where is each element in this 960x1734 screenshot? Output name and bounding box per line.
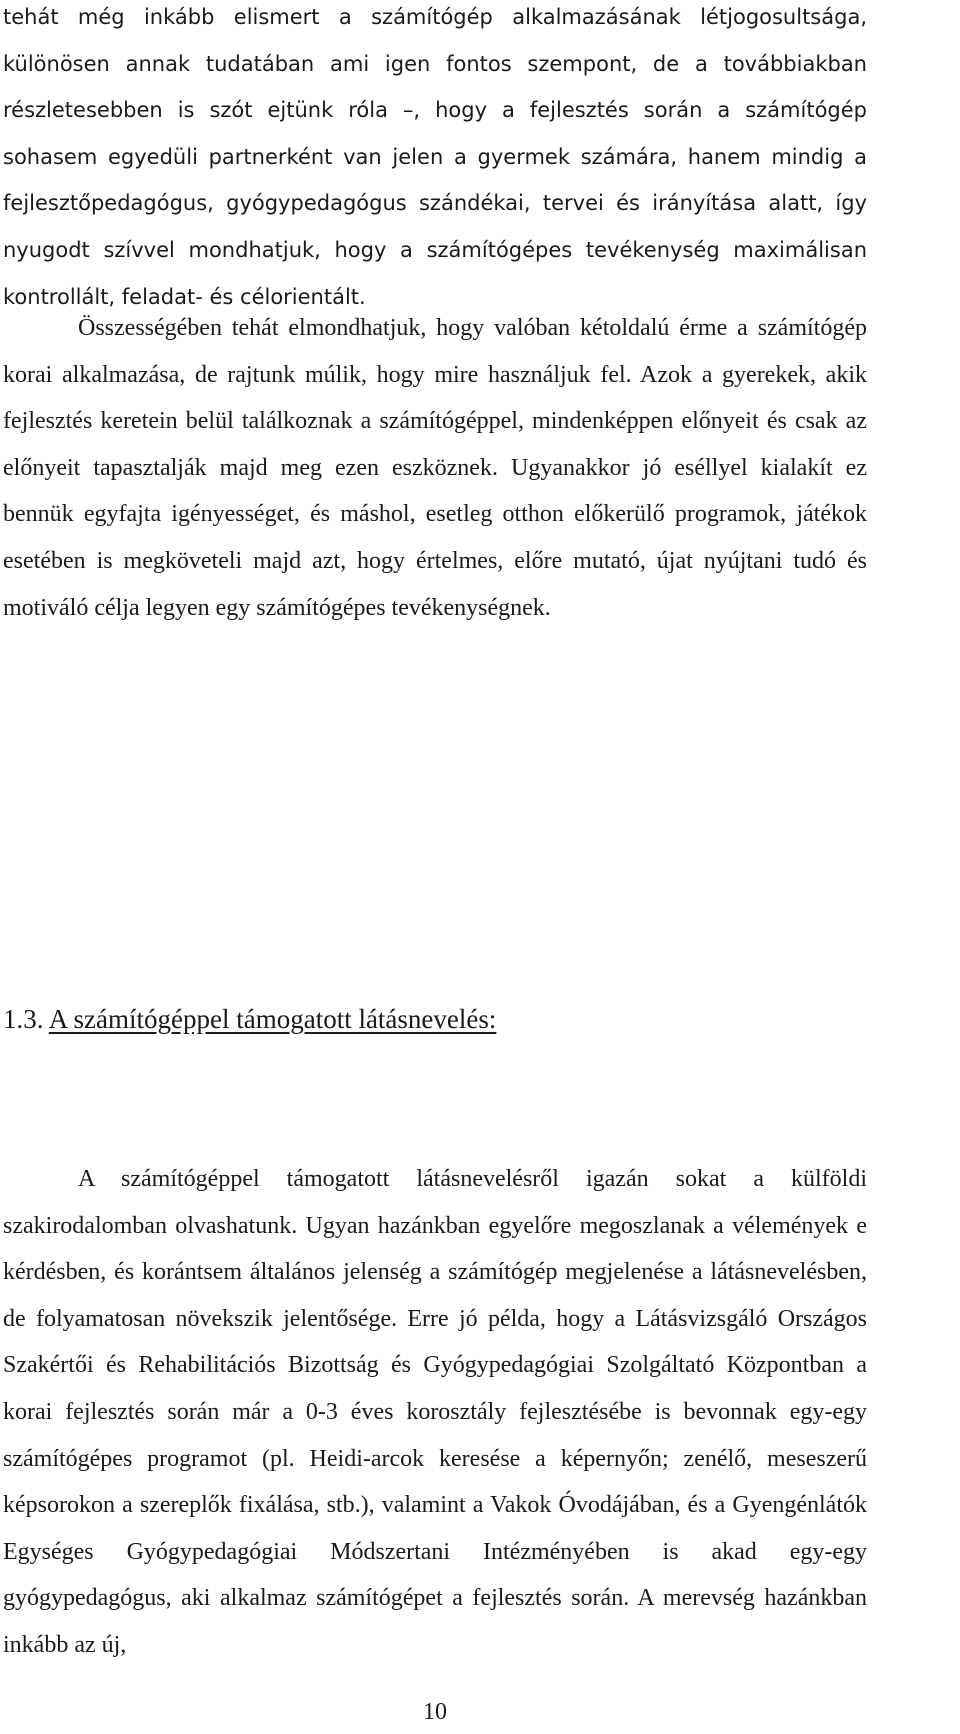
section-title: A számítógéppel támogatott látásnevelés: [48, 1004, 497, 1034]
page-number: 10 [423, 1699, 447, 1725]
section-heading [3, 1002, 867, 1036]
paragraph-summary: Összességében tehát elmondhatjuk, hogy valóban kétoldalú érme a számítógép korai alkalmazása, de rajtunk múlik, hogy mire használjuk fel. Azok a gyerekek, akik fejlesztés keretein belül találkoznak a számítógéppel, mindenképpen előnyeit és csak az előnyeit tapasztalják majd meg ezen eszköznek. Ugyanakkor jó eséllyel kialakít ez bennük egyfajta igényességet, és máshol, esetleg otthon előkerülő programok, játékok esetében is megköveteli majd azt, hogy értelmes, előre mutató, újat nyújtani tudó és motiváló célja legyen egy számítógépes tevékenységnek. [3, 315, 867, 621]
paragraph-continuation: tehát még inkább elismert a számítógép alkalmazásának létjogosultsága, különösen annak tudatában ami igen fontos szempont, de a továbbiakban részletesebben is szót ejtünk róla –, hogy a fejlesztés során a számítógép sohasem egyedüli partnerként van jelen a gyermek számára, hanem mindig a fejlesztőpedagógus, gyógypedagógus szándékai, tervei és irányítása alatt, így nyugodt szívvel mondhatjuk, hogy a számítógépes tevékenység maximálisan kontrollált, feladat- és célorientált. [3, 5, 867, 309]
section-number: 1.3. [3, 1004, 44, 1034]
paragraph-section-body: A számítógéppel támogatott látásnevelésről igazán sokat a külföldi szakirodalomban olvashatunk. Ugyan hazánkban egyelőre megoszlanak a vélemények e kérdésben, és korántsem általános jelenség a számítógép megjelenése a látásnevelésben, de folyamatosan növekszik jelentősége. Erre jó példa, hogy a Látásvizsgáló Országos Szakértői és Rehabilitációs Bizottság és Gyógypedagógiai Szolgáltató Központban a korai fejlesztés során már a 0-3 éves korosztály fejlesztésébe is bevonnak egy-egy számítógépes programot (pl. Heidi-arcok keresése a képernyőn; zenélő, meseszerű képsorokon a szereplők fixálása, stb.), valamint a Vakok Óvodájában, és a Gyengénlátók Egységes Gyógypedagógiai Módszertani Intézményében is akad egy-egy gyógypedagógus, aki alkalmaz számítógépet a fejlesztés során. A merevség hazánkban inkább az új, [3, 1166, 867, 1658]
